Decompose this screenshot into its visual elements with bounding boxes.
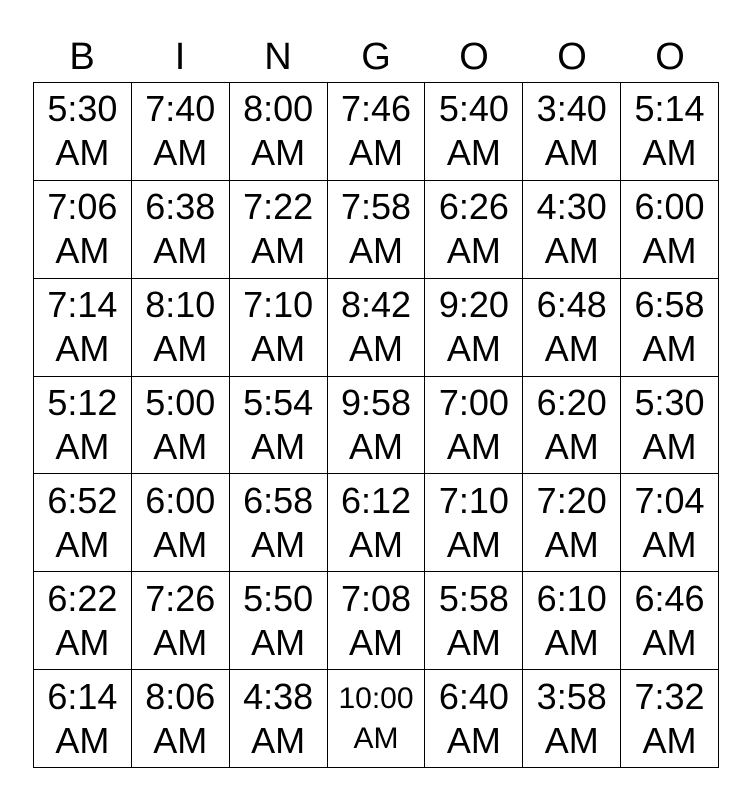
bingo-cell[interactable] [621, 377, 719, 475]
cell-time: 5:54 AM [243, 381, 314, 467]
cell-time: 5:12 AM [47, 381, 118, 467]
cell-time: 7:08 AM [340, 577, 412, 663]
bingo-cell[interactable] [132, 377, 230, 475]
cell-time: 7:14 AM [47, 284, 118, 370]
cell-time: 6:12 AM [340, 479, 412, 565]
bingo-cell[interactable] [132, 181, 230, 279]
cell-time: 5:30 AM [634, 381, 705, 467]
cell-time: 7:10 AM [243, 284, 314, 370]
cell-time: 7:26 AM [145, 577, 216, 663]
header-letter-i: I [174, 36, 186, 78]
bingo-cell[interactable] [425, 377, 523, 475]
bingo-cell[interactable] [523, 83, 621, 181]
cell-time: 6:52 AM [47, 479, 118, 565]
bingo-cell[interactable] [230, 83, 328, 181]
bingo-cell[interactable] [132, 474, 230, 572]
bingo-cell[interactable] [328, 377, 426, 475]
header-letter-o-3: O [655, 36, 685, 78]
bingo-cell[interactable] [230, 181, 328, 279]
bingo-cell[interactable] [523, 181, 621, 279]
cell-time: 6:26 AM [438, 186, 509, 272]
cell-time: 6:00 AM [634, 186, 705, 272]
header-letter-b: B [69, 36, 95, 78]
bingo-cell[interactable] [34, 670, 132, 768]
cell-time: 7:46 AM [340, 88, 412, 174]
bingo-cell[interactable] [425, 181, 523, 279]
cell-time: 4:38 AM [243, 675, 314, 761]
cell-time: 6:00 AM [145, 479, 216, 565]
cell-time: 6:46 AM [634, 577, 705, 663]
bingo-cell[interactable] [34, 181, 132, 279]
cell-time: 9:58 AM [340, 381, 412, 467]
cell-time: 5:30 AM [47, 88, 118, 174]
bingo-cell[interactable] [425, 670, 523, 768]
cell-time: 8:06 AM [145, 675, 216, 761]
cell-time: 7:40 AM [145, 88, 216, 174]
cell-time: 7:32 AM [634, 675, 705, 761]
bingo-cell[interactable] [34, 474, 132, 572]
bingo-cell[interactable] [34, 279, 132, 377]
bingo-cell[interactable] [621, 474, 719, 572]
cell-time: 5:14 AM [634, 88, 705, 174]
cell-time: 7:58 AM [340, 186, 412, 272]
cell-time: 6:40 AM [438, 675, 509, 761]
bingo-cell[interactable] [523, 474, 621, 572]
bingo-cell[interactable] [425, 279, 523, 377]
cell-time: 7:20 AM [536, 479, 607, 565]
bingo-cell[interactable] [328, 670, 426, 768]
cell-time: 7:04 AM [634, 479, 705, 565]
cell-time: 5:58 AM [438, 577, 509, 663]
header-letter-n: N [264, 36, 292, 78]
bingo-cell[interactable] [132, 670, 230, 768]
bingo-cell[interactable] [523, 670, 621, 768]
cell-time: 4:30 AM [536, 186, 607, 272]
bingo-cell[interactable] [132, 279, 230, 377]
cell-time: 6:58 AM [634, 284, 705, 370]
bingo-cell[interactable] [230, 474, 328, 572]
bingo-cell[interactable] [34, 83, 132, 181]
bingo-cell[interactable] [328, 474, 426, 572]
bingo-cell[interactable] [328, 572, 426, 670]
bingo-cell[interactable] [34, 377, 132, 475]
bingo-cell[interactable] [34, 572, 132, 670]
cell-time: 7:10 AM [438, 479, 509, 565]
bingo-cell[interactable] [328, 83, 426, 181]
bingo-cell[interactable] [621, 670, 719, 768]
cell-time: 9:20 AM [438, 284, 509, 370]
header-letter-o-2: O [557, 36, 587, 78]
cell-time: 7:00 AM [438, 381, 509, 467]
cell-time: 8:10 AM [145, 284, 216, 370]
cell-time: 8:42 AM [340, 284, 412, 370]
cell-time: 5:00 AM [145, 381, 216, 467]
bingo-cell[interactable] [230, 377, 328, 475]
bingo-cell[interactable] [328, 181, 426, 279]
header-letter-o-1: O [459, 36, 489, 78]
bingo-cell[interactable] [425, 474, 523, 572]
cell-time: 6:58 AM [243, 479, 314, 565]
cell-time: 8:00 AM [243, 88, 314, 174]
bingo-cell[interactable] [621, 572, 719, 670]
cell-time: 3:58 AM [536, 675, 607, 761]
bingo-cell[interactable] [230, 572, 328, 670]
bingo-cell[interactable] [230, 279, 328, 377]
cell-time: 7:06 AM [47, 186, 118, 272]
bingo-cell[interactable] [230, 670, 328, 768]
cell-time: 6:48 AM [536, 284, 607, 370]
cell-time: 6:14 AM [47, 675, 118, 761]
bingo-cell[interactable] [523, 279, 621, 377]
cell-time: 5:40 AM [438, 88, 509, 174]
bingo-grid [33, 82, 719, 768]
cell-time: 6:20 AM [536, 381, 607, 467]
bingo-cell[interactable] [132, 572, 230, 670]
cell-time: 6:38 AM [145, 186, 216, 272]
header-letter-g: G [361, 36, 391, 78]
bingo-cell[interactable] [132, 83, 230, 181]
cell-time: 5:50 AM [243, 577, 314, 663]
bingo-cell[interactable] [523, 377, 621, 475]
bingo-header [33, 32, 719, 82]
bingo-cell[interactable] [425, 572, 523, 670]
bingo-cell[interactable] [621, 279, 719, 377]
bingo-cell[interactable] [621, 83, 719, 181]
cell-time: 7:22 AM [243, 186, 314, 272]
cell-time: 3:40 AM [536, 88, 607, 174]
cell-time: 10:00 AM [338, 681, 414, 755]
bingo-cell[interactable] [328, 279, 426, 377]
cell-time: 6:22 AM [47, 577, 118, 663]
bingo-cell[interactable] [425, 83, 523, 181]
cell-time: 6:10 AM [536, 577, 607, 663]
bingo-cell[interactable] [523, 572, 621, 670]
bingo-cell[interactable] [621, 181, 719, 279]
